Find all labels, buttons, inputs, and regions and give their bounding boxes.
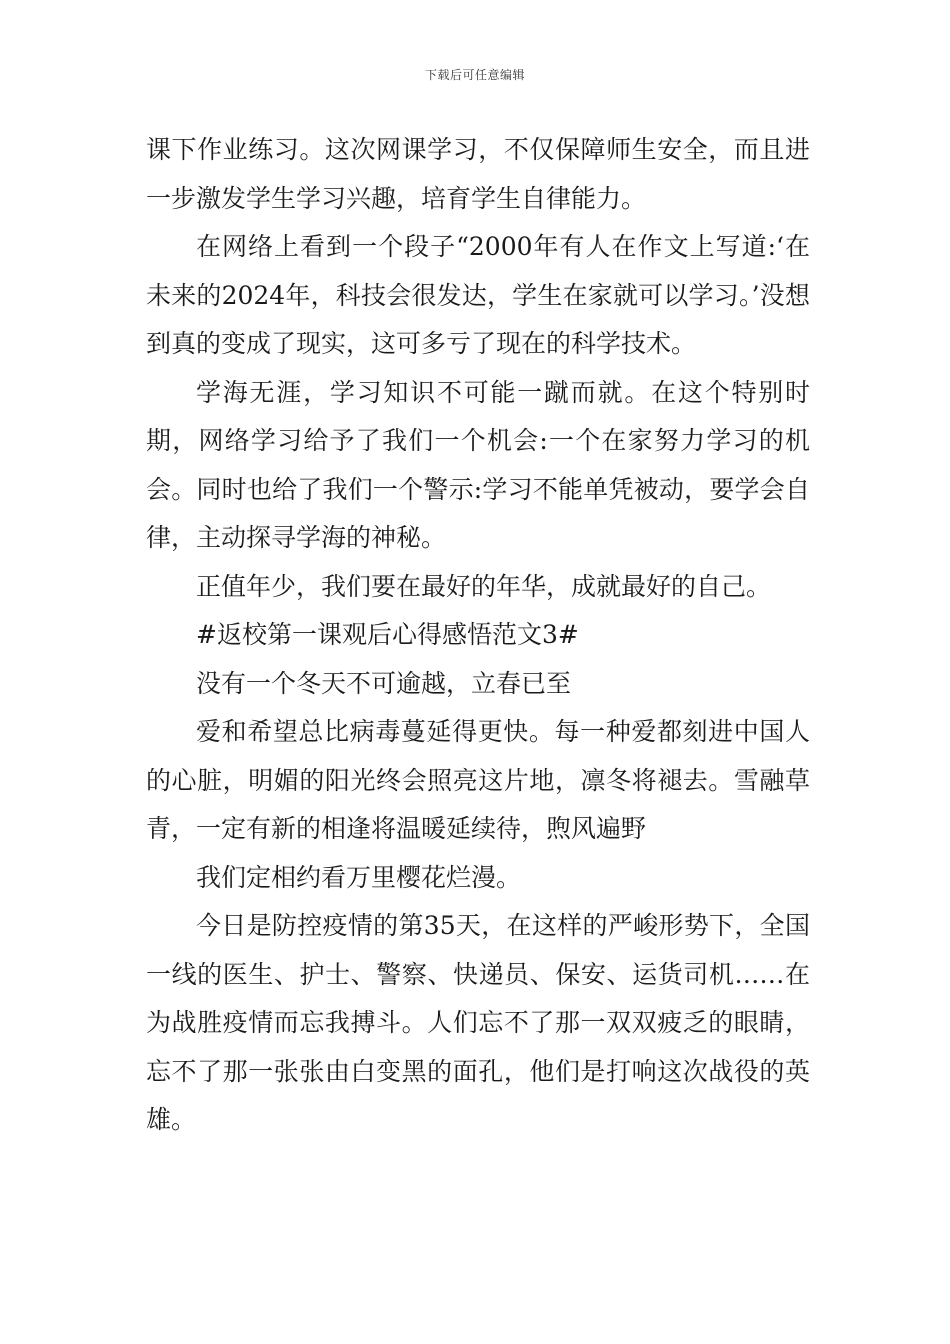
paragraph: 没有一个冬天不可逾越，立春已至: [196, 668, 572, 698]
paragraph-continuation: 课下作业练习。这次网课学习，不仅保障师生安全，而且进一步激发学生学习兴趣，培育学生自律能力。: [146, 135, 810, 213]
paragraph: 在网络上看到一个段子“2000年有人在作文上写道:‘在未来的2024年，科技会很发达，学生在家就可以学习。’没想到真的变成了现实，这可多亏了现在的科学技术。: [146, 232, 810, 358]
paragraph: 学海无涯，学习知识不可能一蹴而就。在这个特别时期，网络学习给予了我们一个机会:一个在家努力学习的机会。同时也给了我们一个警示:学习不能单凭被动，要学会自律，主动探寻学海的神秘。: [146, 377, 810, 552]
paragraph: 正值年少，我们要在最好的年华，成就最好的自己。: [196, 571, 772, 601]
paragraph: 我们定相约看万里樱花烂漫。: [196, 862, 522, 892]
page-header: 下载后可任意编辑: [424, 68, 525, 82]
paragraph: 今日是防控疫情的第35天，在这样的严峻形势下，全国一线的医生、护士、警察、快递员、保安、运货司机……在为战胜疫情而忘我搏斗。人们忘不了那一双双疲乏的眼睛，忘不了那一张张由白变黑的面孔，他们是打响这次战役的英雄。: [146, 911, 810, 1134]
document-body: [146, 126, 810, 1145]
section-heading: #返校第一课观后心得感悟范文3#: [196, 620, 579, 649]
paragraph: 爱和希望总比病毒蔓延得更快。每一种爱都刻进中国人的心脏，明媚的阳光终会照亮这片地，凛冬将褪去。雪融草青，一定有新的相逢将温暖延续待，煦风遍野: [146, 717, 810, 843]
